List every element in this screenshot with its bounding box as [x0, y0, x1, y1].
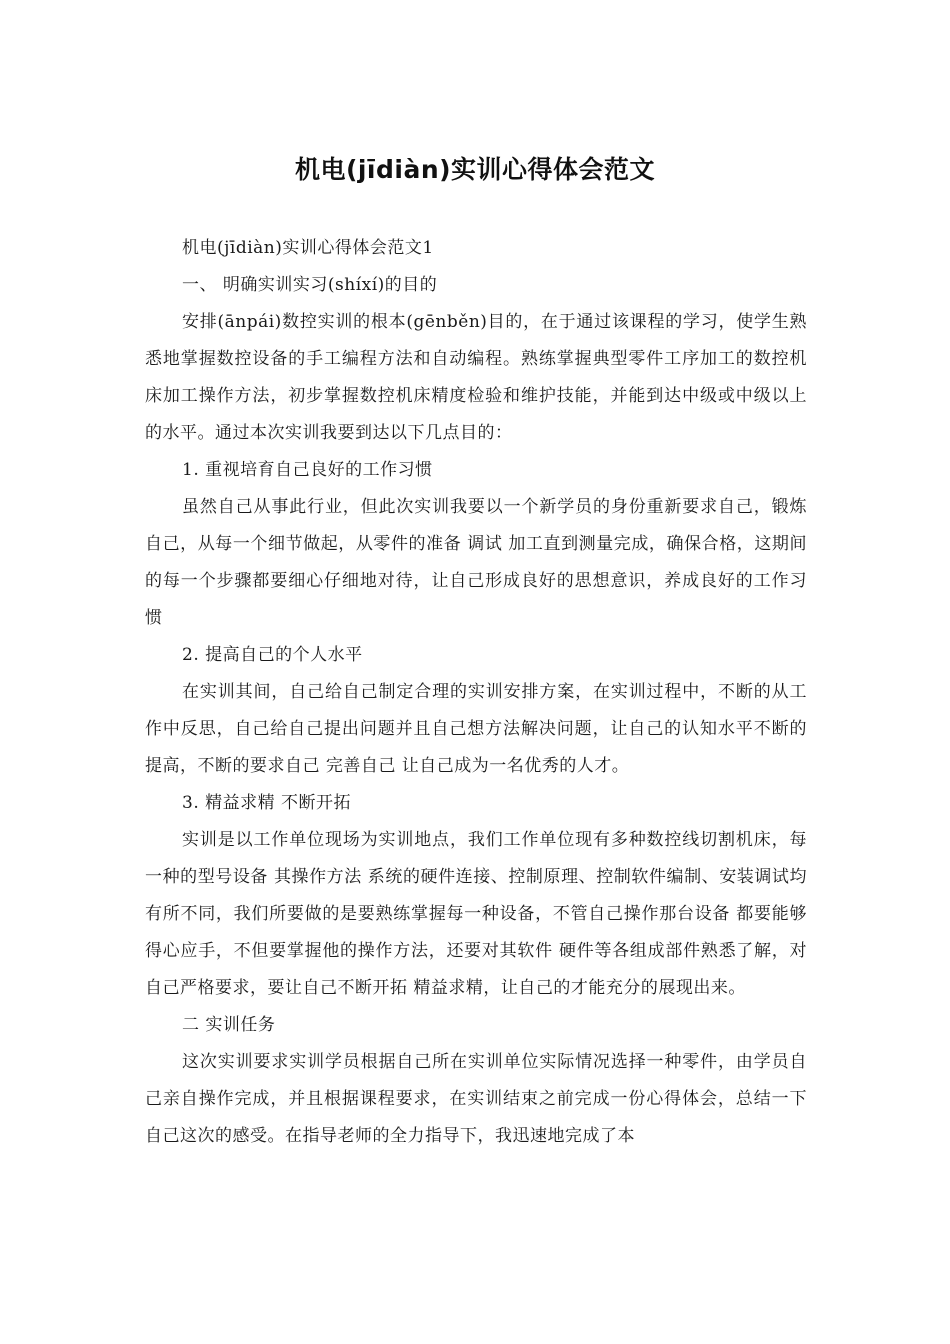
section-heading-task: 二 实训任务 [182, 1015, 276, 1035]
document-title: 机电(jīdiàn)实训心得体会范文 [294, 155, 656, 184]
paragraph-task: 这次实训要求实训学员根据自己所在实训单位实际情况选择一种零件，由学员自己亲自操作完成，并且根据课程要求，在实训结束之前完成一份心得体会，总结一下自己这次的感受。在指导老师的全力指导下，我迅速地完成了本 [145, 1052, 807, 1146]
list-item-excellence: 3. 精益求精 不断开拓 [182, 793, 352, 813]
list-item-habits: 1. 重视培育自己良好的工作习惯 [182, 460, 433, 480]
doc-subtitle: 机电(jīdiàn)实训心得体会范文1 [182, 238, 434, 258]
paragraph-excellence: 实训是以工作单位现场为实训地点，我们工作单位现有多种数控线切割机床，每一种的型号设备 其操作方法 系统的硬件连接、控制原理、控制软件编制、安装调试均有所不同，我们所要做的是要熟练掌握每一种设备，不管自己操作那台设备 都要能够得心应手，不但要掌握他的操作方法，还要对其软件 硬件等各组成部件熟悉了解，对自己严格要求，要让自己不断开拓 精益求精，让自己的才能充分的展现出来。 [145, 830, 807, 998]
document-body [145, 230, 807, 1155]
paragraph-purpose: 安排(ānpái)数控实训的根本(gēnběn)目的，在于通过该课程的学习，使学生熟悉地掌握数控设备的手工编程方法和自动编程。熟练掌握典型零件工序加工的数控机床加工操作方法，初步掌握数控机床精度检验和维护技能，并能到达中级或中级以上的水平。通过本次实训我要到达以下几点目的： [145, 312, 807, 443]
list-item-improve: 2. 提高自己的个人水平 [182, 645, 363, 665]
section-heading-purpose: 一、 明确实训实习(shíxí)的目的 [182, 275, 438, 295]
paragraph-improve: 在实训其间，自己给自己制定合理的实训安排方案，在实训过程中，不断的从工作中反思，自己给自己提出问题并且自己想方法解决问题，让自己的认知水平不断的提高，不断的要求自己 完善自己 让自己成为一名优秀的人才。 [145, 682, 807, 776]
paragraph-habits: 虽然自己从事此行业，但此次实训我要以一个新学员的身份重新要求自己，锻炼自己，从每一个细节做起，从零件的准备 调试 加工直到测量完成，确保合格，这期间的每一个步骤都要细心仔细地对待，让自己形成良好的思想意识，养成良好的工作习惯 [145, 497, 807, 628]
